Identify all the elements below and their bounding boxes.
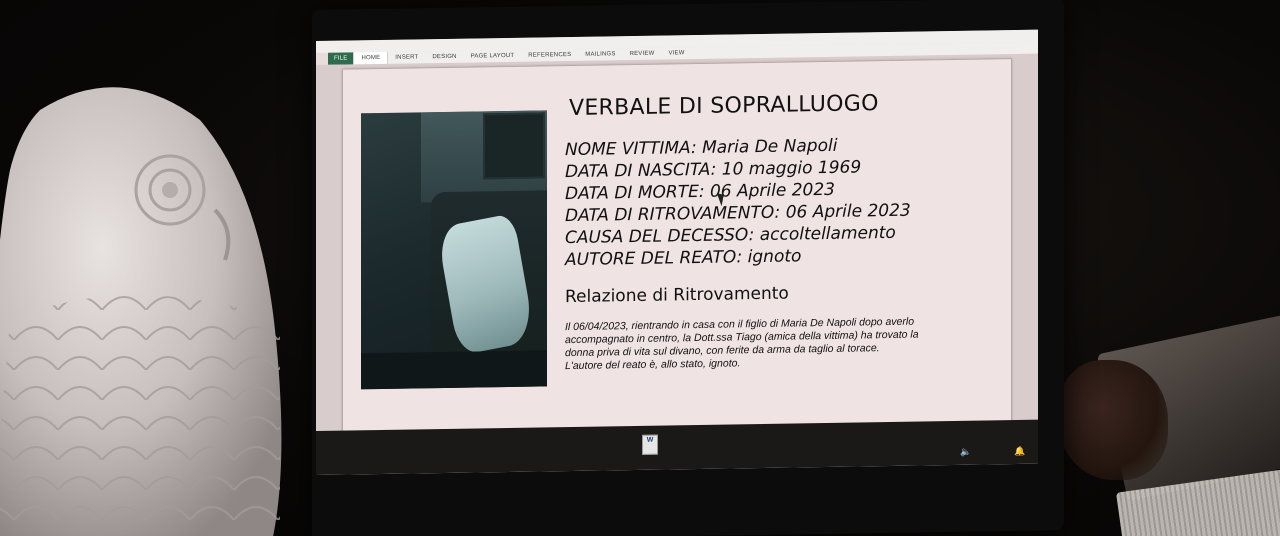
photo-floor [361,350,547,389]
field-birth-date: DATA DI NASCITA: 10 maggio 1969 [565,157,862,183]
tab-insert[interactable]: INSERT [395,54,419,61]
background-hand [1058,360,1168,480]
tab-mailings[interactable]: MAILINGS [585,51,616,58]
report-line: donna priva di vita sul divano, con ferite da arma da taglio al torace. [565,342,880,360]
owl-figurine [0,70,300,536]
tab-references[interactable]: REFERENCES [528,51,572,59]
tab-view[interactable]: VIEW [668,50,685,57]
laptop-screen [316,30,1038,475]
document-title: VERBALE DI SOPRALLUOGO [569,91,879,122]
word-icon[interactable]: W [642,435,658,455]
photo-picture-frame [483,112,545,179]
field-victim-name: NOME VITTIMA: Maria De Napoli [565,135,838,161]
tab-home[interactable]: HOME [353,52,388,65]
speaker-icon[interactable]: 🔈 [960,446,972,457]
tab-review[interactable]: REVIEW [629,50,655,58]
section-title: Relazione di Ritrovamento [565,283,789,308]
report-line: accompagnato in centro, la Dott.ssa Tiago (amica della vittima) ha trovato la [565,328,919,347]
field-cause-of-death: CAUSA DEL DECESSO: accoltellamento [565,222,896,249]
notification-bell-icon[interactable]: 🔔 [1014,445,1026,457]
crime-scene-photo [361,110,547,389]
document-page[interactable] [342,58,1012,451]
field-death-date: DATA DI MORTE: 06 Aprile 2023 [565,179,835,205]
field-perpetrator: AUTORE DEL REATO: ignoto [565,246,802,271]
field-discovery-date: DATA DI RITROVAMENTO: 06 Aprile 2023 [565,200,911,227]
document-area[interactable] [316,54,1038,431]
tab-file[interactable]: FILE [328,52,353,64]
tab-design[interactable]: DESIGN [432,53,457,61]
report-line: L'autore del reato è, allo stato, ignoto. [565,357,741,373]
tab-page-layout[interactable]: PAGE LAYOUT [470,52,515,60]
document-text[interactable] [565,89,1005,373]
report-line: Il 06/04/2023, rientrando in casa con il figlio di Maria De Napoli dopo averlo [565,315,915,334]
